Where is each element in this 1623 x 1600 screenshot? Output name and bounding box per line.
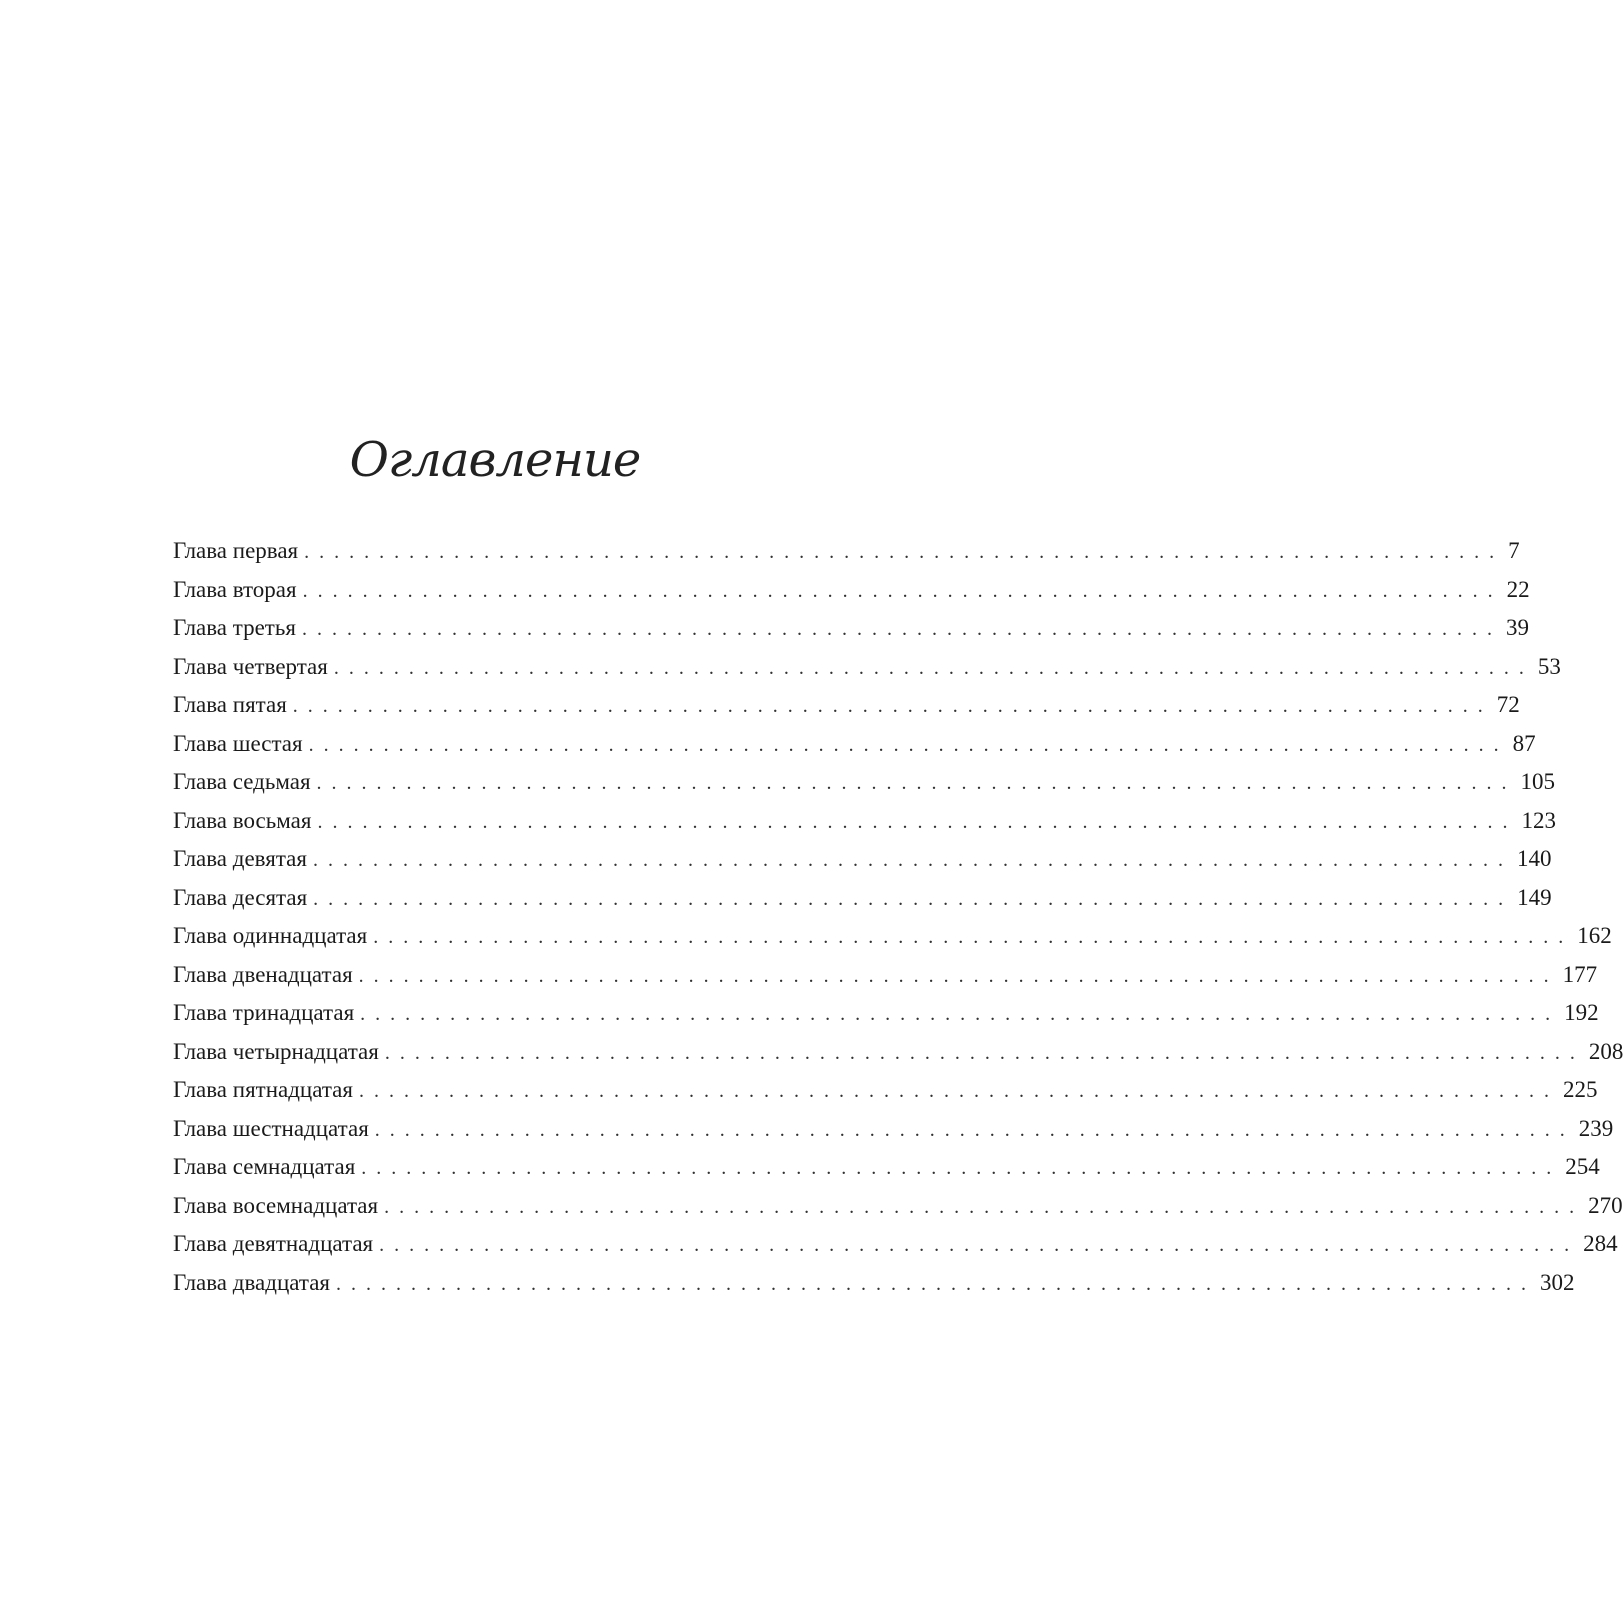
toc-entry-page: 192 <box>1564 1000 1599 1025</box>
toc-entry-label: Глава четвертая <box>173 653 328 679</box>
toc-entry <box>173 1033 1623 1072</box>
toc-entry-page: 162 <box>1577 923 1612 948</box>
toc-entry <box>173 802 1556 841</box>
toc-entry <box>173 1148 1600 1187</box>
toc-entry-label: Глава седьмая <box>173 769 311 794</box>
toc-leader-dots: ................................................................................ <box>304 541 1505 563</box>
toc-entry-label: Глава пятнадцатая <box>173 1077 353 1102</box>
toc-entry-label: Глава четырнадцатая <box>173 1038 379 1064</box>
toc-entry <box>173 763 1556 802</box>
toc-entry-label: Глава восемнадцатая <box>173 1192 379 1218</box>
toc-leader-dots: ................................................................................ <box>302 579 1503 602</box>
toc-entry <box>173 994 1599 1033</box>
toc-entry <box>173 1071 1598 1110</box>
toc-entry-label: Глава шестая <box>173 730 303 756</box>
toc-entry-label: Глава третья <box>173 615 296 640</box>
toc-entry-page: 225 <box>1562 1077 1598 1102</box>
toc-entry <box>173 609 1529 648</box>
toc-leader-dots: ................................................................................ <box>358 1080 1559 1102</box>
toc-entry-label: Глава восьмая <box>173 807 312 833</box>
toc-entry <box>173 917 1612 956</box>
toc-entry-label: Глава пятая <box>173 692 287 717</box>
toc-entry-label: Глава тринадцатая <box>173 1000 355 1025</box>
toc-entry <box>173 1110 1614 1149</box>
toc-entry-label: Глава вторая <box>173 576 297 602</box>
toc-entry-label: Глава девятнадцатая <box>173 1231 374 1256</box>
toc-entry-label: Глава двенадцатая <box>173 961 353 987</box>
toc-leader-dots: ................................................................................ <box>358 964 1559 987</box>
toc-leader-dots: ................................................................................ <box>308 733 1509 756</box>
toc-leader-dots: ................................................................................ <box>313 887 1514 910</box>
toc-entry-page: 208 <box>1588 1038 1623 1064</box>
toc-entry-page: 105 <box>1520 769 1556 794</box>
toc-entry <box>173 1225 1618 1264</box>
toc-leader-dots: ................................................................................ <box>360 1003 1561 1025</box>
toc-entry-page: 7 <box>1508 538 1520 563</box>
toc-entry-page: 22 <box>1506 576 1530 602</box>
toc-entry-page: 284 <box>1583 1231 1618 1256</box>
toc-leader-dots: ................................................................................ <box>384 1195 1585 1218</box>
toc-leader-dots: ................................................................................ <box>301 618 1502 640</box>
toc-leader-dots: ................................................................................ <box>361 1157 1562 1179</box>
toc-entry-page: 149 <box>1517 884 1552 910</box>
toc-entry <box>173 879 1552 918</box>
toc-entry-label: Глава шестнадцатая <box>173 1115 369 1141</box>
toc-entry-page: 239 <box>1578 1115 1614 1141</box>
toc-entry <box>173 532 1520 571</box>
toc-entry-page: 39 <box>1505 615 1529 640</box>
table-of-contents <box>173 532 1623 1302</box>
toc-entry-page: 177 <box>1562 961 1598 987</box>
toc-leader-dots: ................................................................................ <box>374 1118 1575 1141</box>
toc-entry-label: Глава двадцатая <box>173 1269 330 1295</box>
toc-leader-dots: ................................................................................ <box>384 1041 1585 1064</box>
toc-entry <box>173 1264 1575 1303</box>
toc-entry <box>173 840 1552 879</box>
toc-entry-label: Глава одиннадцатая <box>173 923 368 948</box>
toc-leader-dots: ................................................................................ <box>379 1234 1580 1256</box>
toc-entry <box>173 648 1561 687</box>
toc-entry-label: Глава первая <box>173 538 299 563</box>
toc-leader-dots: ................................................................................ <box>335 1272 1536 1295</box>
toc-entry-label: Глава десятая <box>173 884 308 910</box>
toc-entry-page: 87 <box>1512 730 1536 756</box>
toc-leader-dots: ................................................................................ <box>312 849 1513 871</box>
toc-entry-page: 254 <box>1565 1154 1600 1179</box>
toc-leader-dots: ................................................................................ <box>316 772 1517 794</box>
toc-leader-dots: ................................................................................ <box>333 656 1534 679</box>
toc-entry-page: 53 <box>1537 653 1561 679</box>
toc-entry-page: 72 <box>1496 692 1520 717</box>
toc-leader-dots: ................................................................................ <box>373 926 1574 948</box>
toc-entry-page: 140 <box>1516 846 1552 871</box>
toc-entry <box>173 956 1598 995</box>
toc-leader-dots: ................................................................................ <box>317 810 1518 833</box>
toc-entry <box>173 1187 1623 1226</box>
toc-entry-page: 123 <box>1521 807 1556 833</box>
toc-entry <box>173 725 1536 764</box>
toc-entry-page: 302 <box>1539 1269 1575 1295</box>
page-title: Оглавление <box>349 432 641 489</box>
toc-entry <box>173 571 1530 610</box>
toc-entry-label: Глава девятая <box>173 846 307 871</box>
toc-entry-label: Глава семнадцатая <box>173 1154 356 1179</box>
toc-entry <box>173 686 1520 725</box>
toc-entry-page: 270 <box>1588 1192 1623 1218</box>
toc-leader-dots: ................................................................................ <box>292 695 1493 717</box>
